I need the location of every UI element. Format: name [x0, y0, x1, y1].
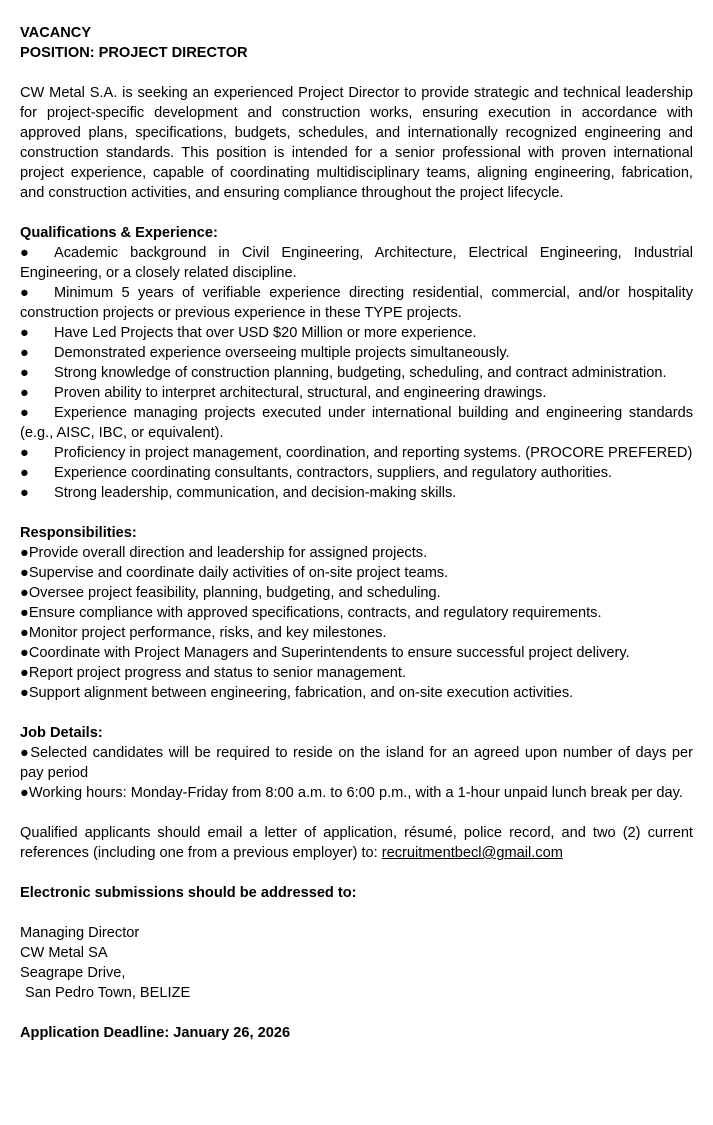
qualification-item: ● Demonstrated experience overseeing multiple projects simultaneously. — [20, 345, 510, 361]
bullet-icon: ● — [20, 585, 29, 601]
bullet-icon: ● — [20, 645, 29, 661]
bullet-icon: ● — [20, 565, 29, 581]
address-line: Seagrape Drive, — [20, 965, 126, 981]
bullet-icon: ● — [20, 545, 29, 561]
qualification-item: ● Strong leadership, communication, and decision-making skills. — [20, 485, 457, 501]
qualification-item: ● Experience managing projects executed under international building and engineering standards (e.g., AISC, IBC, or equivalent). — [20, 405, 693, 441]
mailing-address — [20, 923, 693, 1003]
bullet-icon: ● — [20, 485, 29, 501]
bullet-icon: ● — [20, 385, 29, 401]
responsibilities-heading: Responsibilities: — [20, 525, 137, 541]
responsibility-item: ●Monitor project performance, risks, and key milestones. — [20, 625, 387, 641]
bullet-icon: ● — [20, 245, 29, 261]
bullet-icon: ● — [20, 405, 29, 421]
qualification-item: ● Strong knowledge of construction planning, budgeting, scheduling, and contract administration. — [20, 365, 667, 381]
responsibility-item: ●Provide overall direction and leadership for assigned projects. — [20, 545, 428, 561]
intro-paragraph: CW Metal S.A. is seeking an experienced Project Director to provide strategic and technical leadership for project-specific development and construction works, ensuring execution in accordance with approved plans, specifications, budgets, schedules, and internationally recognized engineering and construction standards. This position is intended for a senior professional with proven international project experience, capable of coordinating multidisciplinary teams, aligning engineering, fabrication, and construction activities, and ensuring compliance throughout the project lifecycle. — [20, 85, 693, 201]
job-details-list — [20, 743, 693, 803]
qualification-item: ● Minimum 5 years of verifiable experience directing residential, commercial, and/or hospitality construction projects or previous experience in these TYPE projects. — [20, 285, 693, 321]
bullet-icon: ● — [20, 465, 29, 481]
qualification-item: ● Proficiency in project management, coordination, and reporting systems. (PROCORE PREFERED) — [20, 445, 693, 461]
application-deadline: Application Deadline: January 26, 2026 — [20, 1025, 291, 1041]
bullet-icon: ● — [20, 365, 29, 381]
responsibility-item: ●Ensure compliance with approved specifications, contracts, and regulatory requirements. — [20, 605, 602, 621]
address-line: Managing Director — [20, 925, 140, 941]
bullet-icon: ● — [20, 605, 29, 621]
bullet-icon: ● — [20, 285, 29, 301]
email-link[interactable]: recruitmentbecl@gmail.com — [381, 845, 563, 861]
job-detail-item: ●Working hours: Monday-Friday from 8:00 a.m. to 6:00 p.m., with a 1-hour unpaid lunch break per day. — [20, 785, 683, 801]
qualifications-list — [20, 243, 693, 503]
bullet-icon: ● — [20, 325, 29, 341]
qualification-item: ● Proven ability to interpret architectural, structural, and engineering drawings. — [20, 385, 547, 401]
qualification-item: ● Have Led Projects that over USD $20 Million or more experience. — [20, 325, 477, 341]
vacancy-label: VACANCY — [20, 25, 92, 41]
bullet-icon: ● — [20, 625, 29, 641]
bullet-icon: ● — [20, 445, 29, 461]
address-line: CW Metal SA — [20, 945, 108, 961]
responsibility-item: ●Oversee project feasibility, planning, budgeting, and scheduling. — [20, 585, 441, 601]
bullet-icon: ● — [20, 665, 29, 681]
responsibility-item: ●Supervise and coordinate daily activities of on-site project teams. — [20, 565, 449, 581]
bullet-icon: ● — [20, 745, 31, 761]
bullet-icon: ● — [20, 345, 29, 361]
address-line: San Pedro Town, BELIZE — [25, 985, 191, 1001]
bullet-icon: ● — [20, 785, 29, 801]
qualification-item: ● Academic background in Civil Engineering, Architecture, Electrical Engineering, Industrial Engineering, or a closely related discipline. — [20, 245, 693, 281]
submission-heading: Electronic submissions should be addressed to: — [20, 885, 357, 901]
qualification-item: ● Experience coordinating consultants, contractors, suppliers, and regulatory authorities. — [20, 465, 613, 481]
job-details-heading: Job Details: — [20, 725, 103, 741]
job-detail-item: ●Selected candidates will be required to reside on the island for an agreed upon number of days per pay period — [20, 745, 693, 781]
responsibility-item: ●Support alignment between engineering, fabrication, and on-site execution activities. — [20, 685, 574, 701]
bullet-icon: ● — [20, 685, 29, 701]
responsibilities-list — [20, 543, 693, 703]
application-instructions: Qualified applicants should email a letter of application, résumé, police record, and two (2) current references (including one from a previous employer) to: recruitmentbecl@gmail.com — [20, 825, 693, 861]
responsibility-item: ●Coordinate with Project Managers and Superintendents to ensure successful project delivery. — [20, 645, 630, 661]
responsibility-item: ●Report project progress and status to senior management. — [20, 665, 407, 681]
qualifications-heading: Qualifications & Experience: — [20, 225, 218, 241]
position-title: POSITION: PROJECT DIRECTOR — [20, 45, 248, 61]
